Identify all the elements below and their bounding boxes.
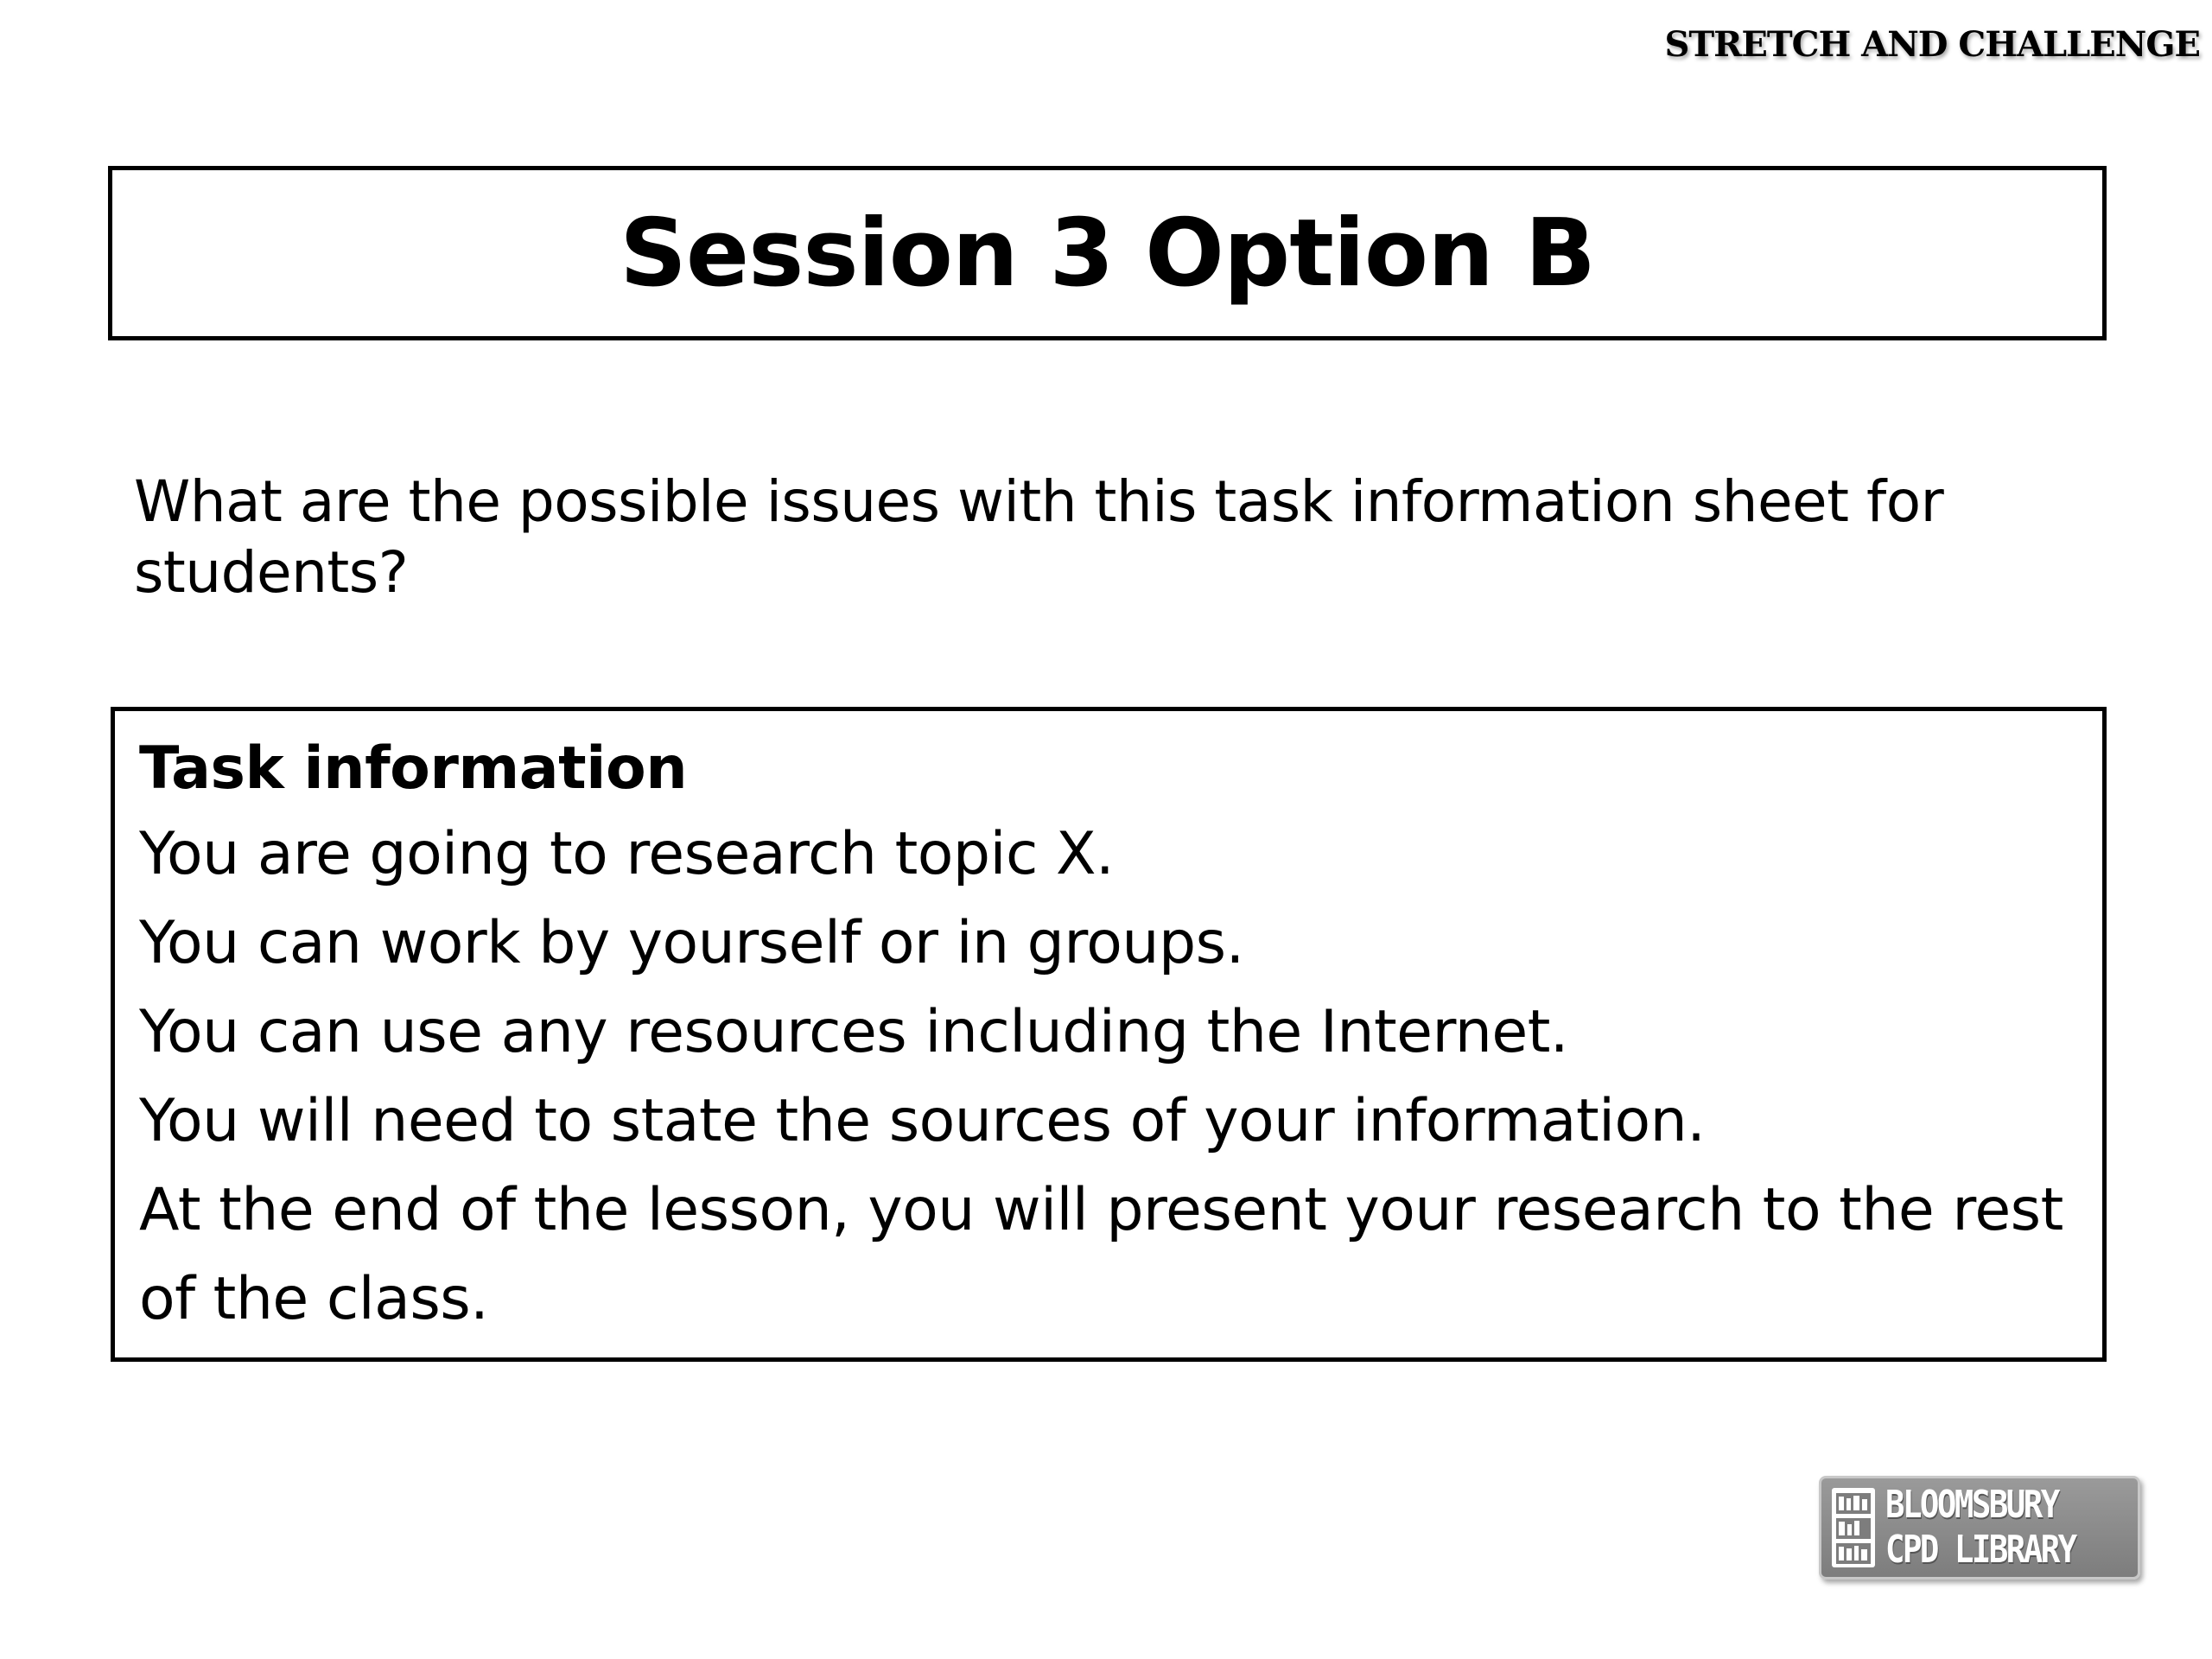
- library-shelf-icon: [1830, 1486, 1877, 1569]
- logo-wordmark: [1885, 1483, 2075, 1573]
- task-line: You will need to state the sources of your information.: [139, 1087, 1706, 1155]
- title-box: [108, 166, 2107, 340]
- task-information-box: [111, 707, 2107, 1362]
- bloomsbury-logo: [1819, 1476, 2140, 1580]
- logo-line-1: BLOOMSBURY: [1885, 1483, 2058, 1527]
- question-text: What are the possible issues with this task information sheet for students?: [134, 468, 1944, 606]
- task-line: You can use any resources including the Internet.: [139, 998, 1568, 1066]
- section-label: STRETCH AND CHALLENGE: [1664, 24, 2200, 65]
- task-line: You can work by yourself or in groups.: [139, 909, 1244, 977]
- task-line: At the end of the lesson, you will present your research to the rest of the class.: [139, 1176, 2063, 1333]
- task-heading: Task information: [139, 734, 688, 803]
- task-line: You are going to research topic X.: [139, 820, 1115, 888]
- task-list: [139, 810, 2075, 1344]
- slide-title: Session 3 Option B: [620, 200, 1595, 308]
- logo-line-2: CPD LIBRARY: [1885, 1528, 2075, 1572]
